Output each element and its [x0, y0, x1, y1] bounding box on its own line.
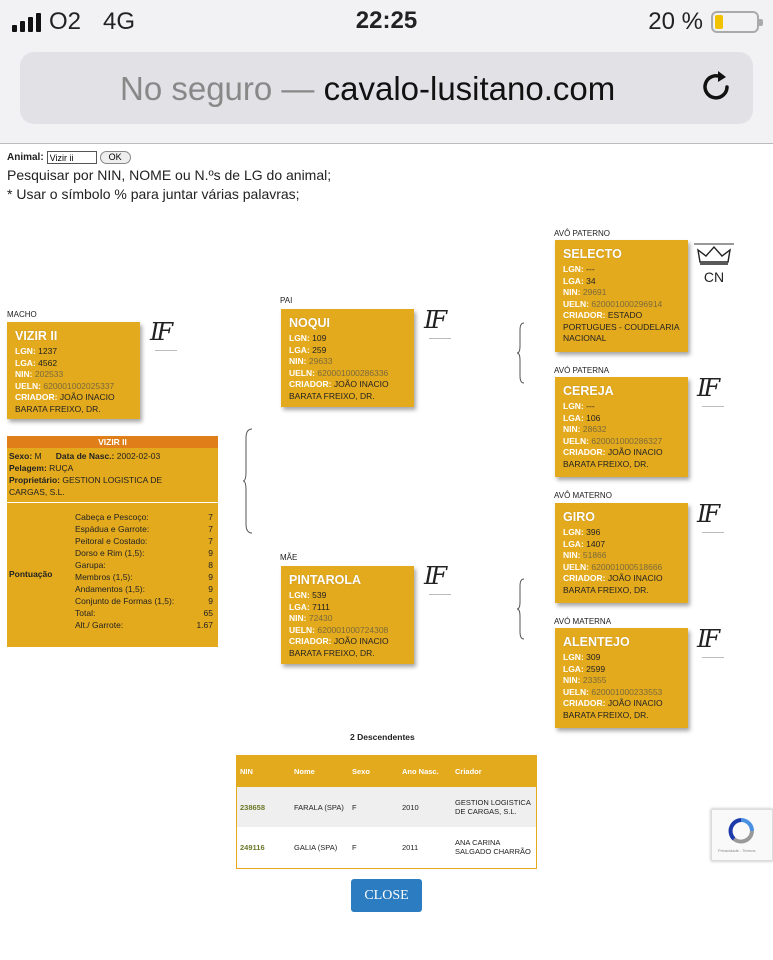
table-row[interactable] [236, 787, 537, 827]
info-title: VIZIR II [7, 436, 218, 448]
field-value: --- [586, 401, 595, 411]
field-lgn [289, 590, 406, 602]
pedigree-bracket [516, 322, 526, 384]
field-value: JOÃO INACIO BARATA FREIXO, DR. [289, 636, 389, 658]
field-nin [563, 550, 680, 562]
field-label: LGN: [289, 590, 310, 600]
birth-date-value: 2002-02-03 [116, 451, 161, 461]
owner-label: Proprietário: [9, 475, 61, 485]
score-label: Espádua e Garrote: [75, 524, 150, 534]
field-lgn [563, 527, 680, 539]
field-value: 620001000518666 [591, 561, 663, 572]
coat-label: Pelagem: [9, 463, 47, 473]
field-nin [289, 613, 406, 625]
score-row [75, 607, 213, 619]
field-criador [563, 573, 680, 596]
field-label: NIN: [563, 550, 581, 560]
field-value: 109 [312, 333, 327, 343]
field-value: 620001000233553 [591, 686, 663, 697]
reload-icon[interactable] [697, 68, 735, 106]
score-label: Garupa: [75, 560, 106, 570]
field-lga [563, 276, 680, 288]
horse-name[interactable]: NOQUI [289, 316, 330, 330]
cell-sexo: F [348, 787, 398, 827]
horse-card-subject[interactable] [7, 322, 140, 419]
cell-criador: ANA CARINA SALGADO CHARRÃO [451, 827, 537, 867]
pedigree-bracket [516, 578, 526, 640]
field-label: LGN: [563, 264, 584, 274]
network-type: 4G [103, 8, 136, 35]
score-label: Membros (1,5): [75, 572, 133, 582]
breeder-logo-maternal-grandsire: IF [697, 500, 718, 528]
field-label: LGN: [563, 652, 584, 662]
score-value: 7 [208, 524, 213, 534]
breeder-logo-paternal-granddam: IF [697, 374, 718, 402]
recaptcha-icon [726, 818, 756, 844]
coat-value: RUÇA [49, 463, 74, 473]
descendants-table [236, 755, 537, 867]
field-ueln [289, 625, 406, 637]
field-value: 72430 [308, 613, 333, 623]
score-value: 9 [208, 596, 213, 606]
crown-icon [692, 242, 736, 294]
field-label: CRIADOR: [563, 698, 606, 708]
role-label-paternal-granddam: AVÓ PATERNA [554, 366, 610, 375]
breeder-logo-dam: IF [424, 562, 445, 590]
field-value: 620001000296914 [591, 298, 663, 309]
recaptcha-text: Privacidade - Termos [718, 848, 756, 853]
field-ueln [563, 687, 680, 699]
field-value: 29691 [582, 287, 607, 297]
field-label: UELN: [563, 686, 589, 697]
field-nin [563, 675, 680, 687]
field-value: 539 [312, 590, 327, 600]
score-value: 1.67 [196, 620, 213, 630]
field-label: LGA: [15, 357, 36, 368]
field-label: CRIADOR: [563, 310, 606, 320]
field-value: JOÃO INACIO BARATA FREIXO, DR. [563, 573, 663, 595]
score-label: Total: [75, 608, 96, 618]
cell-nin[interactable]: 238658 [236, 787, 290, 827]
field-label: LGN: [289, 333, 310, 343]
search-label: Animal: [7, 152, 44, 163]
field-value: 4562 [38, 357, 58, 368]
field-value: 29633 [308, 356, 333, 366]
field-ueln [563, 562, 680, 574]
field-lgn [563, 401, 680, 413]
field-value: 34 [586, 275, 596, 286]
animal-search-input[interactable] [47, 151, 97, 164]
field-label: LGA: [289, 344, 310, 355]
score-row [75, 535, 213, 547]
pedigree-bracket [242, 428, 254, 534]
field-value: 202533 [34, 369, 64, 379]
cell-criador: GESTION LOGISTICA DE CARGAS, S.L. [451, 787, 537, 827]
field-label: UELN: [289, 624, 315, 635]
logo-underline [702, 406, 724, 409]
field-value: JOÃO INACIO BARATA FREIXO, DR. [15, 392, 115, 414]
search-row [7, 151, 131, 164]
horse-name[interactable]: ALENTEJO [563, 635, 630, 649]
role-label-paternal-grandsire: AVÔ PATERNO [554, 229, 611, 238]
score-row [75, 547, 213, 559]
url-domain: cavalo-lusitano.com [323, 70, 616, 107]
horse-name[interactable]: GIRO [563, 510, 595, 524]
horse-card-paternal-granddam[interactable] [555, 377, 688, 477]
sex-label: Sexo: [9, 451, 33, 461]
field-label: UELN: [289, 367, 315, 378]
horse-name[interactable]: VIZIR II [15, 329, 58, 343]
field-value: 309 [586, 652, 601, 662]
score-row [75, 583, 213, 595]
horse-name[interactable]: PINTAROLA [289, 573, 361, 587]
field-value: 259 [312, 344, 327, 355]
field-nin [289, 356, 406, 368]
score-value: 65 [203, 608, 213, 618]
field-value: 620001002025337 [43, 380, 115, 391]
field-value: JOÃO INACIO BARATA FREIXO, DR. [563, 447, 663, 469]
field-label: CRIADOR: [289, 379, 332, 389]
field-lga [289, 602, 406, 614]
logo-underline [429, 338, 451, 341]
cell-nin[interactable]: 249116 [236, 827, 290, 867]
field-value: 620001000724308 [317, 624, 389, 635]
clock: 22:25 [355, 7, 418, 34]
birth-date-label: Data de Nasc.: [55, 451, 115, 461]
role-label-subject: MACHO [7, 310, 37, 319]
horse-info-card [7, 436, 218, 647]
field-value: 51866 [582, 550, 607, 560]
field-label: NIN: [289, 356, 307, 366]
field-label: NIN: [563, 675, 581, 685]
field-value: JOÃO INACIO BARATA FREIXO, DR. [563, 698, 663, 720]
sex-value: M [34, 451, 42, 461]
breeder-logo-subject: IF [150, 318, 171, 346]
col-header-ano: Ano Nasc. [398, 755, 451, 787]
field-value: ESTADO PORTUGUES - COUDELARIA NACIONAL [563, 310, 680, 343]
field-label: CRIADOR: [15, 392, 58, 402]
score-list [75, 511, 213, 631]
breeder-logo-paternal-grandsire: CN [703, 269, 725, 285]
search-help-line-1: Pesquisar por NIN, NOME ou N.ºs de LG do animal; [7, 167, 332, 183]
field-label: CRIADOR: [289, 636, 332, 646]
field-criador [289, 636, 406, 659]
score-row [75, 559, 213, 571]
field-lgn [289, 333, 406, 345]
field-value: 620001000286327 [591, 435, 663, 446]
horse-card-paternal-grandsire[interactable] [555, 240, 688, 352]
score-value: 7 [208, 512, 213, 522]
field-nin [15, 369, 132, 381]
descendants-title: 2 Descendentes [350, 732, 415, 742]
field-label: LGA: [563, 275, 584, 286]
field-label: LGN: [563, 527, 584, 537]
field-label: CRIADOR: [563, 447, 606, 457]
field-nin [563, 287, 680, 299]
score-value: 9 [208, 548, 213, 558]
field-criador [563, 447, 680, 470]
field-lga [15, 358, 132, 370]
field-label: LGA: [563, 663, 584, 674]
field-value: JOÃO INACIO BARATA FREIXO, DR. [289, 379, 389, 401]
field-label: LGN: [563, 401, 584, 411]
col-header-criador: Criador [451, 755, 537, 787]
field-lgn [563, 264, 680, 276]
field-criador [15, 392, 132, 415]
field-value: 106 [586, 412, 601, 423]
field-label: LGA: [289, 601, 310, 612]
cell-sexo: F [348, 827, 398, 867]
score-value: 8 [208, 560, 213, 570]
field-value: 23355 [582, 675, 607, 685]
table-row[interactable] [236, 827, 537, 867]
field-lga [563, 539, 680, 551]
field-criador [563, 698, 680, 721]
field-value: 28632 [582, 424, 607, 434]
score-row [75, 595, 213, 607]
field-value: 1237 [38, 346, 58, 356]
field-value: 2599 [586, 663, 606, 674]
recaptcha-badge[interactable] [711, 809, 773, 861]
score-label: Peitoral e Costado: [75, 536, 148, 546]
search-help-line-2: * Usar o símbolo % para juntar várias palavras; [7, 186, 300, 202]
field-ueln [289, 368, 406, 380]
carrier: O2 [49, 8, 82, 35]
score-row [75, 571, 213, 583]
role-label-dam: MÃE [280, 553, 298, 562]
field-value: 1407 [586, 538, 606, 549]
close-button[interactable]: CLOSE [351, 879, 422, 912]
field-criador [289, 379, 406, 402]
col-header-sexo: Sexo [348, 755, 398, 787]
field-value: 7111 [312, 601, 330, 612]
field-label: NIN: [15, 369, 33, 379]
horse-card-sire[interactable] [281, 309, 414, 407]
status-bar [0, 0, 773, 40]
score-label: Alt./ Garrote: [75, 620, 124, 630]
field-label: CRIADOR: [563, 573, 606, 583]
cell-ano: 2011 [398, 827, 451, 867]
score-row [75, 511, 213, 523]
role-label-maternal-granddam: AVÓ MATERNA [554, 617, 612, 626]
score-label: Dorso e Rim (1,5): [75, 548, 145, 558]
field-lga [563, 413, 680, 425]
field-label: NIN: [563, 424, 581, 434]
role-label-sire: PAI [280, 296, 293, 305]
logo-underline [702, 532, 724, 535]
ok-button[interactable]: OK [100, 151, 131, 164]
score-value: 9 [208, 572, 213, 582]
field-label: UELN: [15, 380, 41, 391]
field-ueln [15, 381, 132, 393]
role-label-maternal-grandsire: AVÔ MATERNO [554, 491, 612, 500]
info-divider [7, 502, 218, 503]
horse-name[interactable]: CEREJA [563, 384, 614, 398]
horse-card-maternal-grandsire[interactable] [555, 503, 688, 603]
browser-toolbar [0, 40, 773, 144]
field-label: LGN: [15, 346, 36, 356]
field-lgn [15, 346, 132, 358]
field-lga [563, 664, 680, 676]
field-value: 620001000286336 [317, 367, 389, 378]
cell-ano: 2010 [398, 787, 451, 827]
field-label: UELN: [563, 435, 589, 446]
field-nin [563, 424, 680, 436]
logo-underline [155, 350, 177, 353]
field-ueln [563, 299, 680, 311]
owner-value: GESTION LOGISTICA DE CARGAS, S.L. [9, 475, 163, 497]
battery-icon [711, 11, 759, 33]
address-bar[interactable] [20, 52, 753, 124]
breeder-logo-sire: IF [424, 306, 445, 334]
cell-nome: FARALA (SPA) [290, 787, 348, 827]
horse-card-dam[interactable] [281, 566, 414, 664]
field-label: NIN: [563, 287, 581, 297]
horse-name[interactable]: SELECTO [563, 247, 622, 261]
field-value: --- [586, 264, 595, 274]
logo-underline [702, 657, 724, 660]
field-label: NIN: [289, 613, 307, 623]
score-value: 9 [208, 584, 213, 594]
logo-underline [429, 594, 451, 597]
field-ueln [563, 436, 680, 448]
score-row [75, 523, 213, 535]
col-header-nome: Nome [290, 755, 348, 787]
field-criador [563, 310, 680, 345]
score-value: 7 [208, 536, 213, 546]
field-label: UELN: [563, 561, 589, 572]
score-label: Pontuação [9, 569, 53, 579]
field-label: LGA: [563, 412, 584, 423]
field-label: LGA: [563, 538, 584, 549]
col-header-nin: NIN [236, 755, 290, 787]
field-lgn [563, 652, 680, 664]
cell-nome: GALIA (SPA) [290, 827, 348, 867]
battery-percent: 20 % [648, 8, 703, 35]
score-label: Conjunto de Formas (1,5): [75, 596, 175, 606]
insecure-label: No seguro — [120, 70, 315, 107]
breeder-logo-maternal-granddam: IF [697, 625, 718, 653]
field-label: UELN: [563, 298, 589, 309]
score-label: Cabeça e Pescoço: [75, 512, 149, 522]
field-lga [289, 345, 406, 357]
score-label: Andamentos (1,5): [75, 584, 145, 594]
score-row [75, 619, 213, 631]
horse-card-maternal-granddam[interactable] [555, 628, 688, 728]
field-value: 396 [586, 527, 601, 537]
